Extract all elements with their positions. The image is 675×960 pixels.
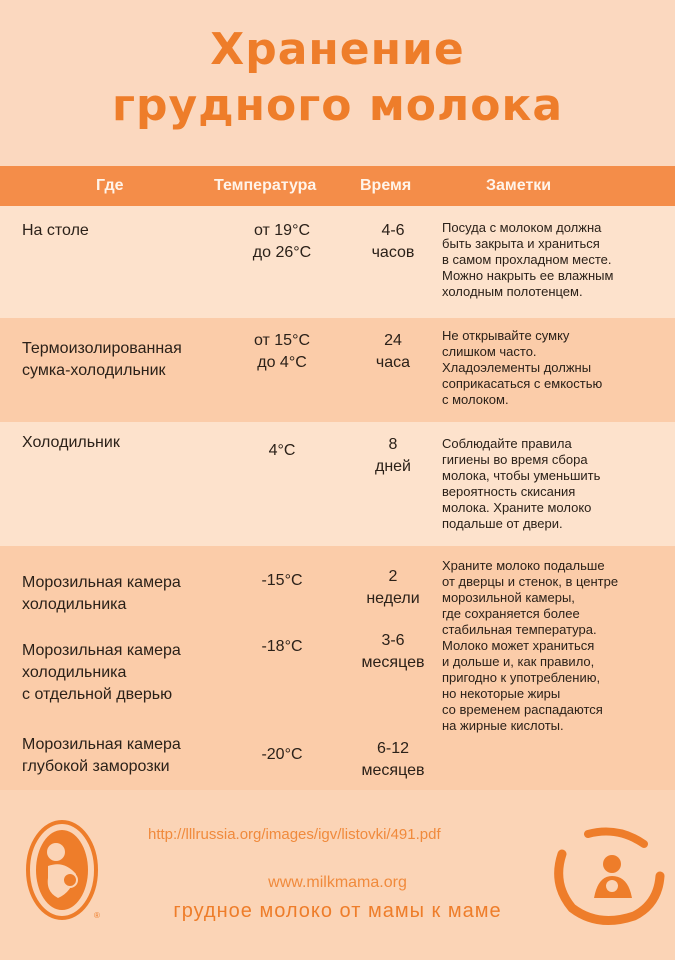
temperature-cell-line: до 4°C (257, 354, 307, 371)
title-line-2: грудного молока (111, 80, 564, 131)
time-cell-line: 2 (388, 568, 398, 585)
temperature-cell (232, 440, 332, 462)
note-cell-line: Хладоэлементы должны (442, 360, 592, 375)
note-cell-line: холодным полотенцем. (442, 284, 583, 299)
freezer-note-cell-line: но некоторые жиры (442, 686, 561, 701)
note-cell (442, 328, 667, 408)
freezer-note-cell-line: пригодно к употреблению, (442, 670, 601, 685)
page-title (0, 22, 675, 134)
location-cell (22, 338, 232, 382)
freezer-note-cell-line: Молоко может храниться (442, 638, 595, 653)
time-cell-line: месяцев (361, 654, 425, 671)
freezer-note-cell-line: стабильная температура. (442, 622, 597, 637)
footer-url[interactable]: http://lllrussia.org/images/igv/listovki/491.pdf (148, 826, 441, 843)
location-cell-line: холодильника (22, 664, 127, 681)
temperature-cell (232, 636, 332, 658)
note-cell-line: в самом прохладном месте. (442, 252, 612, 267)
note-cell-line: Посуда с молоком должна (442, 220, 602, 235)
freezer-note-cell-line: на жирные кислоты. (442, 718, 564, 733)
time-cell (348, 738, 438, 782)
temperature-cell-line: от 15°C (253, 332, 311, 349)
freezer-note-cell-line: Храните молоко подальше (442, 558, 605, 573)
note-cell (442, 220, 667, 300)
location-cell-line: Морозильная камера (22, 736, 181, 753)
time-cell-line: 4-6 (381, 222, 405, 239)
time-cell-line: часов (371, 244, 415, 261)
time-cell-line: месяцев (361, 762, 425, 779)
time-cell-line: 8 (388, 436, 398, 453)
freezer-note-cell-line: морозильной камеры, (442, 590, 575, 605)
freezer-note-cell (442, 558, 667, 734)
note-cell-line: вероятность скисания (442, 484, 576, 499)
time-cell-line: 3-6 (381, 632, 405, 649)
temperature-cell-line: -15°C (261, 572, 303, 589)
note-cell-line: Можно накрыть ее влажным (442, 268, 614, 283)
temperature-cell-line: 4°C (268, 442, 296, 459)
time-cell (348, 220, 438, 264)
location-cell-line: На столе (22, 222, 89, 239)
location-cell (22, 432, 232, 454)
temperature-cell (232, 330, 332, 374)
col-time: Время (360, 177, 412, 194)
col-temperature: Температура (214, 177, 317, 194)
time-cell-line: недели (366, 590, 420, 607)
location-cell (22, 640, 232, 706)
location-cell (22, 572, 232, 616)
footer-slogan: грудное молоко от мамы к маме (173, 900, 502, 922)
note-cell-line: Соблюдайте правила (442, 436, 572, 451)
temperature-cell (232, 570, 332, 592)
time-cell-line: 6-12 (376, 740, 410, 757)
note-cell-line: молока, чтобы уменьшить (442, 468, 601, 483)
note-cell-line: соприкасаться с емкостью (442, 376, 603, 391)
note-cell-line: гигиены во время сбора (442, 452, 588, 467)
footer-site[interactable]: www.milkmama.org (268, 874, 407, 891)
location-cell-line: сумка-холодильник (22, 362, 166, 379)
time-cell-line: 24 (384, 332, 402, 349)
location-cell-line: глубокой заморозки (22, 758, 170, 775)
temperature-cell (232, 744, 332, 766)
note-cell-line: слишком часто. (442, 344, 537, 359)
note-cell-line: подальше от двери. (442, 516, 563, 531)
time-cell (348, 566, 438, 610)
temperature-cell-line: -20°C (261, 746, 303, 763)
lll-logo-icon (24, 818, 104, 928)
location-cell-line: с отдельной дверью (22, 686, 173, 703)
freezer-note-cell-line: от дверцы и стенок, в центре (442, 574, 619, 589)
time-cell-line: дней (374, 458, 411, 475)
milkmama-logo-icon (548, 824, 666, 928)
freezer-note-cell-line: где сохраняется более (442, 606, 580, 621)
table-header (0, 166, 675, 206)
title-line-1: Хранение (210, 24, 465, 75)
freezer-note-cell-line: и дольше и, как правило, (442, 654, 595, 669)
temperature-cell (232, 220, 332, 264)
location-cell-line: Морозильная камера (22, 642, 181, 659)
col-notes: Заметки (486, 177, 552, 194)
registered-mark: ® (94, 911, 100, 920)
note-cell-line: быть закрыта и храниться (442, 236, 600, 251)
location-cell (22, 220, 232, 242)
temperature-cell-line: от 19°C (253, 222, 311, 239)
location-cell-line: Холодильник (22, 434, 120, 451)
time-cell (348, 434, 438, 478)
note-cell-line: с молоком. (442, 392, 509, 407)
freezer-note-cell-line: со временем распадаются (442, 702, 603, 717)
time-cell (348, 330, 438, 374)
col-where: Где (96, 177, 124, 194)
time-cell (348, 630, 438, 674)
note-cell (442, 436, 667, 532)
temperature-cell-line: -18°C (261, 638, 303, 655)
location-cell-line: Термоизолированная (22, 340, 182, 357)
location-cell-line: Морозильная камера (22, 574, 181, 591)
temperature-cell-line: до 26°C (252, 244, 312, 261)
location-cell-line: холодильника (22, 596, 127, 613)
location-cell (22, 734, 232, 778)
note-cell-line: Не открывайте сумку (442, 328, 570, 343)
time-cell-line: часа (375, 354, 411, 371)
note-cell-line: молока. Храните молоко (442, 500, 592, 515)
